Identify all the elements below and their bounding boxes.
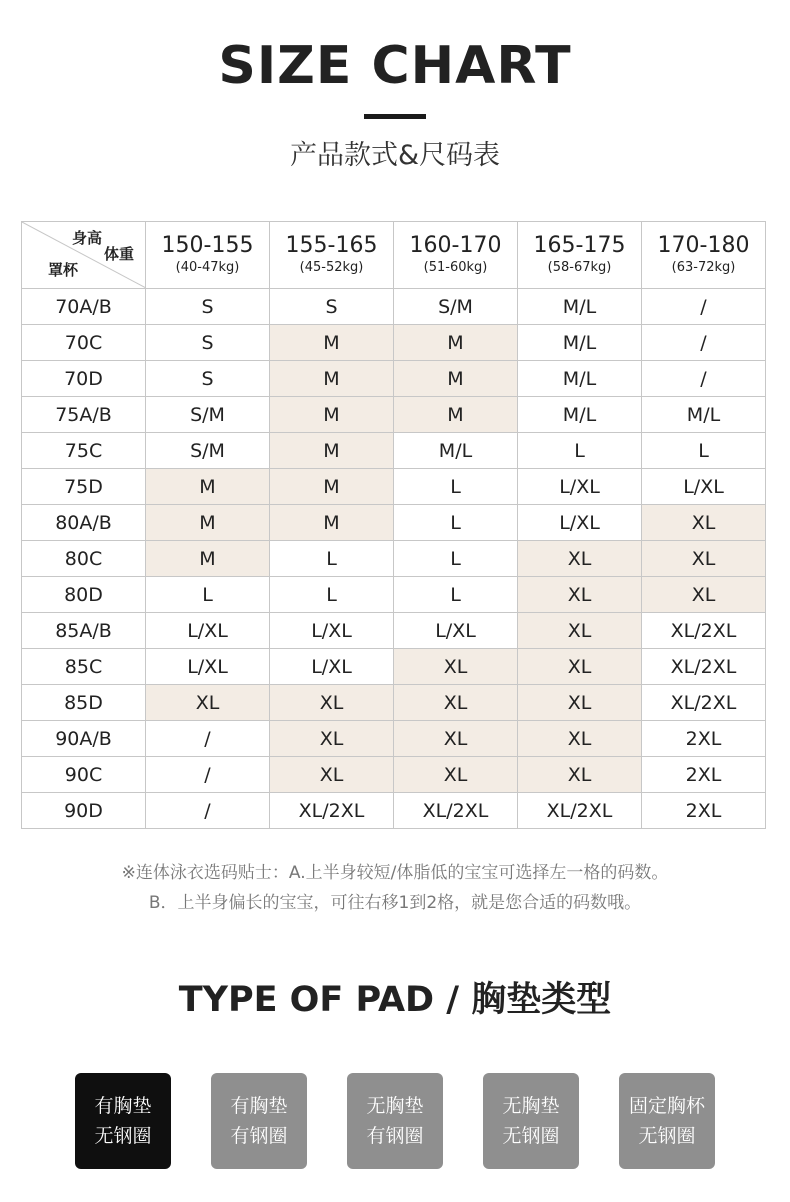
cup-size-cell: 85C: [22, 649, 146, 685]
table-row: [22, 613, 766, 649]
size-cell: S/M: [146, 397, 270, 433]
size-cell: M: [270, 397, 394, 433]
cup-size-cell: 90D: [22, 793, 146, 829]
size-cell: XL: [642, 577, 766, 613]
height-column-header: [146, 222, 270, 289]
pad-option-line-2: 无钢圈: [638, 1125, 696, 1147]
size-tip-line-2: B．上半身偏长的宝宝，可往右移1到2格，就是您合适的码数哦。: [148, 893, 642, 913]
cup-size-cell: 85D: [22, 685, 146, 721]
table-row: [22, 685, 766, 721]
height-range: 160-170: [409, 233, 502, 258]
size-cell: M/L: [518, 361, 642, 397]
table-row: [22, 433, 766, 469]
size-cell: L: [270, 577, 394, 613]
size-cell: M: [270, 433, 394, 469]
pad-option-line-2: 有钢圈: [230, 1125, 288, 1147]
page-title: SIZE CHART: [218, 36, 572, 96]
size-cell: M/L: [642, 397, 766, 433]
size-cell: M: [270, 505, 394, 541]
cup-size-cell: 75A/B: [22, 397, 146, 433]
height-column-header: [518, 222, 642, 289]
height-column-header: [642, 222, 766, 289]
cup-size-cell: 75C: [22, 433, 146, 469]
size-cell: XL: [518, 649, 642, 685]
pad-type-option[interactable]: [619, 1073, 715, 1169]
size-cell: XL: [394, 721, 518, 757]
size-cell: /: [146, 721, 270, 757]
size-cell: XL: [518, 613, 642, 649]
size-cell: S: [146, 361, 270, 397]
height-range: 165-175: [533, 233, 626, 258]
pad-type-options: [0, 1073, 790, 1171]
size-cell: XL/2XL: [394, 793, 518, 829]
size-cell: L/XL: [642, 469, 766, 505]
cup-size-cell: 90A/B: [22, 721, 146, 757]
size-cell: S: [146, 289, 270, 325]
size-cell: M: [270, 325, 394, 361]
cup-size-cell: 80D: [22, 577, 146, 613]
pad-type-heading: TYPE OF PAD / 胸垫类型: [178, 980, 612, 1020]
size-cell: M: [270, 361, 394, 397]
size-cell: L/XL: [518, 469, 642, 505]
size-cell: 2XL: [642, 793, 766, 829]
pad-type-option[interactable]: [211, 1073, 307, 1169]
size-cell: XL: [518, 577, 642, 613]
table-row: [22, 397, 766, 433]
size-tips: [0, 858, 790, 918]
table-row: [22, 793, 766, 829]
pad-option-line-2: 无钢圈: [94, 1125, 152, 1147]
size-cell: XL/2XL: [518, 793, 642, 829]
size-cell: 2XL: [642, 721, 766, 757]
table-row: [22, 289, 766, 325]
pad-option-line-1: 有胸垫: [94, 1095, 152, 1117]
pad-type-option[interactable]: [347, 1073, 443, 1169]
size-cell: XL: [518, 757, 642, 793]
size-cell: /: [146, 757, 270, 793]
cup-size-cell: 85A/B: [22, 613, 146, 649]
size-cell: XL: [270, 721, 394, 757]
table-row: [22, 649, 766, 685]
size-cell: XL: [642, 505, 766, 541]
size-cell: L/XL: [270, 613, 394, 649]
size-cell: M/L: [518, 397, 642, 433]
pad-option-line-2: 无钢圈: [502, 1125, 560, 1147]
table-row: [22, 721, 766, 757]
size-cell: XL: [394, 757, 518, 793]
weight-range: (40-47kg): [175, 260, 240, 275]
table-header-row: [22, 222, 766, 289]
size-cell: XL/2XL: [642, 649, 766, 685]
pad-option-line-1: 无胸垫: [502, 1095, 560, 1117]
size-cell: L: [518, 433, 642, 469]
size-cell: XL/2XL: [270, 793, 394, 829]
pad-option-line-1: 固定胸杯: [628, 1095, 705, 1117]
title-underline: [364, 114, 426, 119]
size-cell: M: [146, 505, 270, 541]
size-cell: XL/2XL: [642, 685, 766, 721]
pad-type-option[interactable]: [483, 1073, 579, 1169]
size-cell: L/XL: [518, 505, 642, 541]
size-cell: M: [394, 397, 518, 433]
table-row: [22, 505, 766, 541]
size-cell: L: [394, 505, 518, 541]
cup-size-cell: 80C: [22, 541, 146, 577]
size-cell: S: [270, 289, 394, 325]
cup-size-cell: 70C: [22, 325, 146, 361]
weight-range: (58-67kg): [547, 260, 612, 275]
size-cell: XL: [394, 685, 518, 721]
size-tip-line-1: ※连体泳衣选码贴士：A.上半身较短/体脂低的宝宝可选择左一格的码数。: [121, 863, 669, 883]
size-cell: 2XL: [642, 757, 766, 793]
height-range: 150-155: [161, 233, 254, 258]
size-cell: /: [146, 793, 270, 829]
size-cell: L: [394, 541, 518, 577]
table-corner-cell: [22, 222, 146, 289]
size-cell: M/L: [518, 289, 642, 325]
size-cell: M/L: [518, 325, 642, 361]
table-row: [22, 577, 766, 613]
size-cell: M: [146, 541, 270, 577]
size-cell: M/L: [394, 433, 518, 469]
height-range: 155-165: [285, 233, 378, 258]
pad-option-line-1: 无胸垫: [366, 1095, 424, 1117]
cup-size-cell: 70A/B: [22, 289, 146, 325]
height-column-header: [270, 222, 394, 289]
size-cell: M: [394, 361, 518, 397]
weight-axis-label: 体重: [104, 245, 135, 263]
table-row: [22, 325, 766, 361]
weight-range: (45-52kg): [299, 260, 364, 275]
cup-size-cell: 70D: [22, 361, 146, 397]
size-cell: M: [394, 325, 518, 361]
size-cell: S/M: [394, 289, 518, 325]
size-cell: L/XL: [146, 649, 270, 685]
page-subtitle: 产品款式&尺码表: [289, 140, 501, 171]
size-cell: L: [270, 541, 394, 577]
size-cell: XL: [642, 541, 766, 577]
pad-option-line-2: 有钢圈: [366, 1125, 424, 1147]
height-axis-label: 身高: [72, 229, 103, 247]
cup-size-cell: 80A/B: [22, 505, 146, 541]
size-cell: L/XL: [270, 649, 394, 685]
size-cell: /: [642, 289, 766, 325]
size-cell: /: [642, 325, 766, 361]
cup-axis-label: 罩杯: [48, 261, 79, 279]
size-cell: L: [394, 577, 518, 613]
size-cell: L/XL: [394, 613, 518, 649]
pad-option-line-1: 有胸垫: [230, 1095, 288, 1117]
size-cell: M: [146, 469, 270, 505]
size-cell: XL: [146, 685, 270, 721]
table-row: [22, 469, 766, 505]
height-column-header: [394, 222, 518, 289]
size-cell: /: [642, 361, 766, 397]
size-cell: L: [146, 577, 270, 613]
size-cell: L: [642, 433, 766, 469]
size-cell: XL: [518, 685, 642, 721]
size-chart-table: [21, 221, 766, 829]
size-cell: XL: [270, 757, 394, 793]
size-cell: XL/2XL: [642, 613, 766, 649]
weight-range: (51-60kg): [423, 260, 488, 275]
table-row: [22, 361, 766, 397]
size-cell: S: [146, 325, 270, 361]
weight-range: (63-72kg): [671, 260, 736, 275]
size-cell: M: [270, 469, 394, 505]
cup-size-cell: 75D: [22, 469, 146, 505]
height-range: 170-180: [657, 233, 750, 258]
size-cell: XL: [518, 721, 642, 757]
size-cell: L/XL: [146, 613, 270, 649]
size-cell: L: [394, 469, 518, 505]
size-cell: S/M: [146, 433, 270, 469]
table-row: [22, 541, 766, 577]
size-cell: XL: [394, 649, 518, 685]
table-row: [22, 757, 766, 793]
cup-size-cell: 90C: [22, 757, 146, 793]
size-cell: XL: [270, 685, 394, 721]
size-cell: XL: [518, 541, 642, 577]
pad-type-option[interactable]: [75, 1073, 171, 1169]
